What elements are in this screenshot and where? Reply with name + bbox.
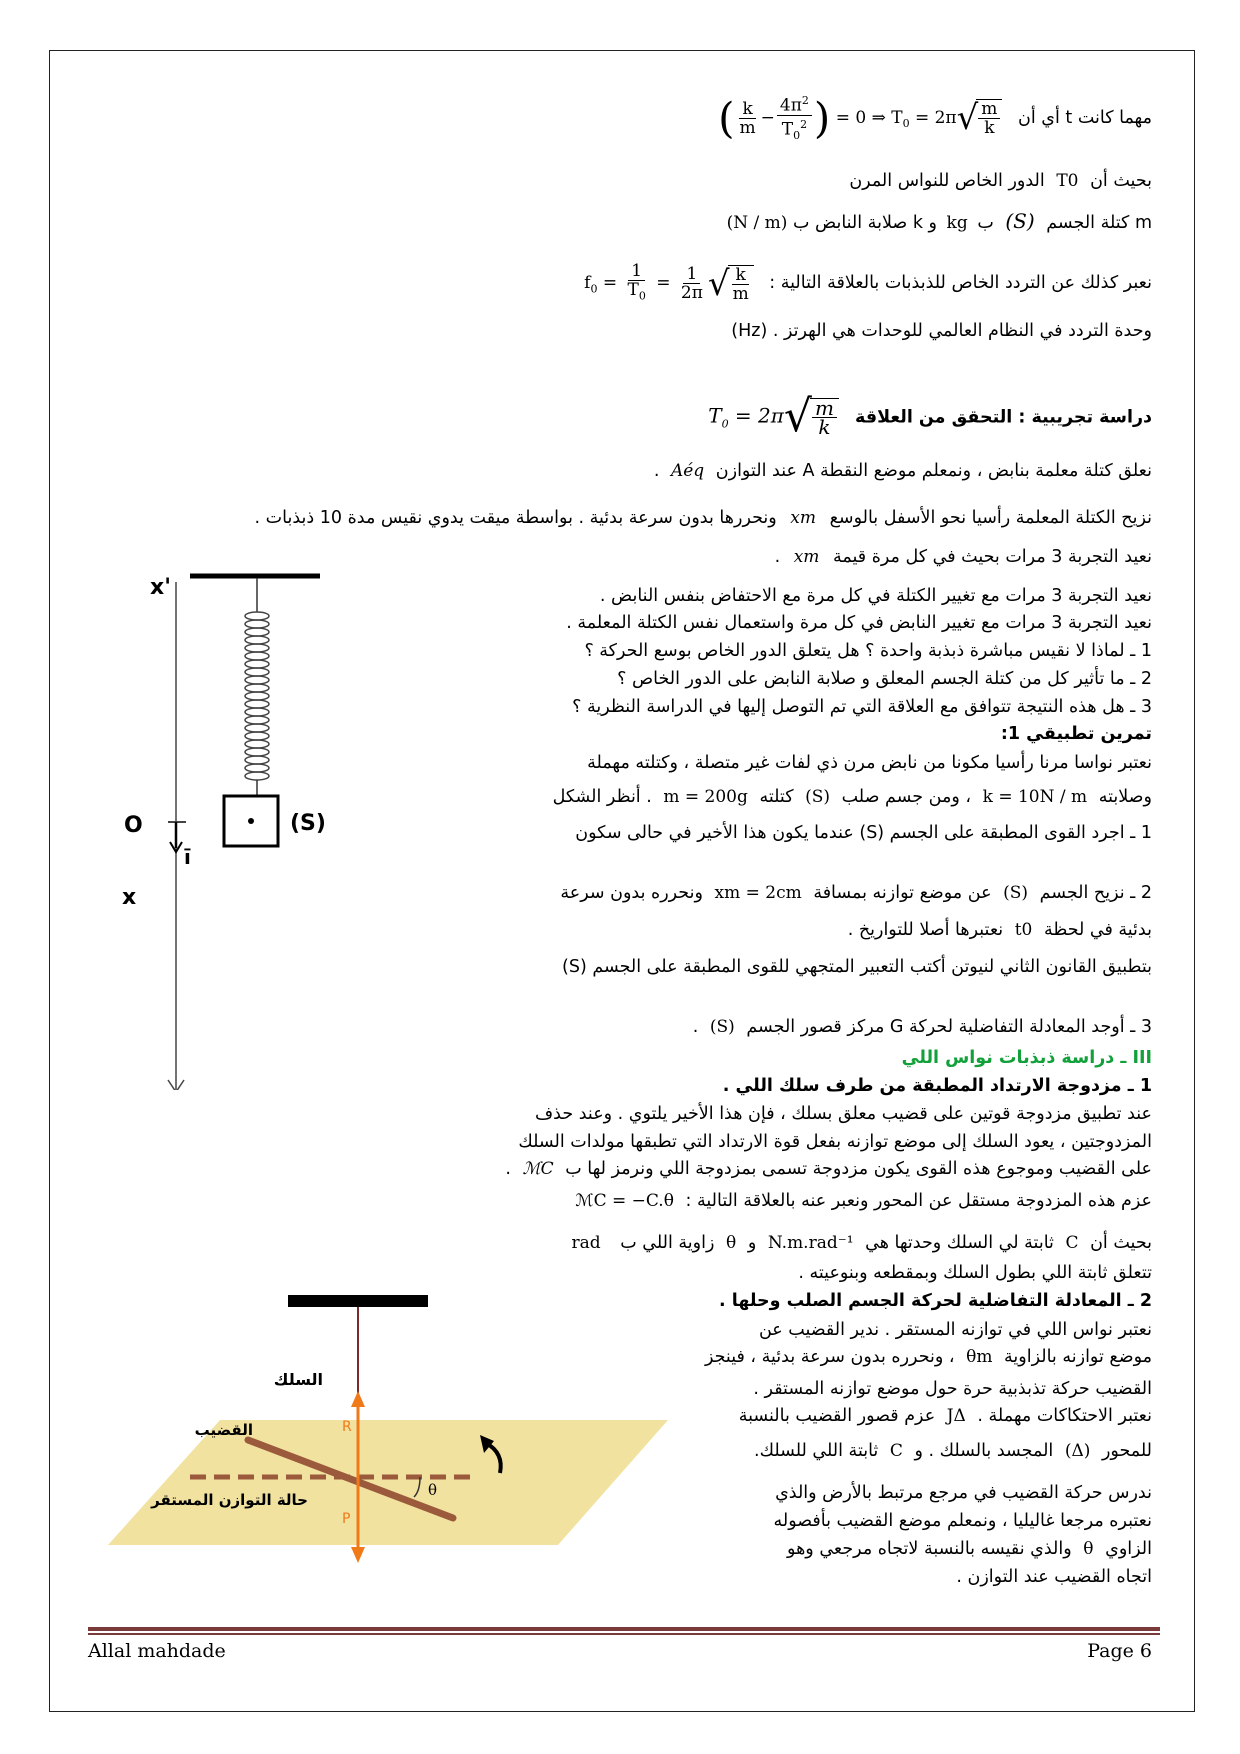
section-title-torsion: III ـ دراسة ذبذبات نواس اللي (901, 1048, 1152, 1068)
label-x: x (122, 885, 137, 910)
text: بحيث أن (1090, 171, 1152, 191)
value-displacement: xm = 2cm (714, 883, 802, 903)
text: ونحررها بدون سرعة بدئية . بواسطة ميقت يدوي نقيس مدة 10 ذبذبات . (254, 508, 777, 528)
horizontal-plane (108, 1420, 668, 1545)
symbol-S: (S) (1003, 883, 1029, 903)
label-P: P (342, 1511, 351, 1527)
line-experiment-1: نعلق كتلة معلمة بنابض ، ونمعلم موضع النقطة A عند التوازن Aéq . (653, 461, 1152, 481)
center-of-mass-dot (248, 818, 254, 824)
label-R: R (342, 1419, 352, 1435)
line-period-derivation (718, 92, 1152, 145)
text: عزم هذه المزدوجة مستقل عن المحور ونعبر عنه بالعلاقة التالية : (685, 1191, 1152, 1211)
footer-page-number: Page 6 (1087, 1640, 1152, 1662)
text: عن موضع توازنه بمسافة (813, 883, 992, 903)
text: نعبر كذلك عن التردد الخاص للذبذبات بالعلاقة التالية : (769, 273, 1152, 294)
text: و k صلابة النابض ب (792, 213, 937, 233)
text: وصلابته (1098, 787, 1152, 807)
symbol-theta-m: θm (966, 1347, 993, 1367)
symbol-S: (S) (805, 787, 831, 807)
text: عزم قصور القضيب بالنسبة (738, 1406, 936, 1426)
line-period-definition (849, 170, 1152, 192)
torsion-pendulum-figure (108, 1285, 668, 1585)
text: m كتلة الجسم (1046, 213, 1152, 233)
label-rod: القضيب (194, 1421, 253, 1439)
rod-line-8 (787, 1538, 1152, 1560)
unit-kg: kg (946, 213, 968, 233)
text: ثابتة لي السلك وحدتها هي (865, 1233, 1054, 1253)
footer-author: Allal mahdade (88, 1640, 226, 1662)
spring-coil (245, 612, 269, 780)
text: كتلته (759, 787, 794, 807)
formula-period-heading: $T_0 = 2\pi$ √ $\frac{m}{k}$ (708, 398, 839, 436)
text: موضع توازنه بالزاوية (1004, 1347, 1152, 1367)
unit-rad: rad (571, 1233, 601, 1253)
symbol-MC: ℳC (522, 1159, 554, 1179)
text: للمحور (1101, 1441, 1152, 1461)
rod-line-5 (754, 1440, 1152, 1462)
text: 3 ـ أوجد المعادلة التفاضلية لحركة G مركز قصور الجسم (746, 1017, 1152, 1037)
symbol-theta: θ (726, 1233, 737, 1253)
label-wire: السلك (273, 1370, 323, 1389)
text: نعيد التجربة 3 مرات بحيث في كل مرة قيمة (833, 547, 1152, 567)
rod-line-4 (739, 1405, 1152, 1427)
heading-text: دراسة تجريبية : التحقق من العلاقة (855, 407, 1152, 428)
line-experiment-2 (255, 507, 1152, 529)
text: المجسد بالسلك . و (914, 1441, 1054, 1461)
text: مهما كانت t أي أن (1017, 107, 1152, 128)
rod-line-1: نعتبر نواس اللي في توازنه المستقر . ندير القضيب عن (758, 1320, 1152, 1340)
torsion-line-3: على القضيب وموجوع هذه القوى يكون مزدوجة تسمى بمزدوجة اللي ونرمز لها ب ℳC . (505, 1159, 1152, 1179)
symbol-C: C (1065, 1233, 1079, 1253)
text: زاوية اللي ب (620, 1233, 715, 1253)
symbol-Aeq: Aéq (670, 461, 705, 481)
text: نعلق كتلة معلمة بنابض ، ونمعلم موضع النقطة A عند التوازن (715, 461, 1152, 481)
symbol-xm: xm (793, 547, 820, 567)
text: ثابتة اللي للسلك. (754, 1441, 879, 1461)
text: نعتبرها أصلا للتواريخ . (847, 920, 1004, 940)
rod-line-9: اتجاه القضيب عند التوازن . (956, 1567, 1152, 1587)
symbol-S: (S) (709, 1017, 735, 1037)
label-origin-O: O (124, 813, 143, 838)
text: والذي نقيسه بالنسبة لاتجاه مرجعي وهو (787, 1539, 1072, 1559)
rod-line-7: نعتبره مرجعا غاليليا ، ونمعلم موضع القضيب بأفصوله (773, 1511, 1152, 1531)
rod-line-3: القضيب حركة تذبذبية حرة حول موضع توازنه المستقر . (753, 1379, 1152, 1399)
symbol-t0: t0 (1014, 920, 1033, 940)
text: نعتبر الاحتكاكات مهملة . (977, 1406, 1152, 1426)
value-mass: m = 200g (663, 787, 748, 807)
exercise-line-6: بتطبيق القانون الثاني لنيوتن أكتب التعبير المتجهي للقوى المطبقة على الجسم (S) (562, 957, 1152, 977)
question-1: 1 ـ لماذا لا نقيس مباشرة ذبذبة واحدة ؟ هل يتعلق الدور الخاص بوسع الحركة ؟ (584, 641, 1152, 661)
rod-line-2 (705, 1346, 1152, 1368)
vector-P-head (351, 1547, 365, 1563)
subsection-title-1: 1 ـ مزدوجة الارتداد المطبقة من طرف سلك اللي . (722, 1076, 1152, 1096)
exercise-line-1: نعتبر نواسا مرنا رأسيا مكونا من نابض مرن ذي لفات غير متصلة ، وكتلته مهملة (587, 753, 1152, 773)
formula-period-condition: ( $\frac{k}{m}$ − $\frac{4\pi^2}{T_0^2}$ ) = 0 ⇒ $T_0 = 2\pi$ √ $\frac{m}{k}$ (718, 92, 1002, 145)
label-equilibrium: حالة التوازن المستقر (151, 1491, 308, 1509)
label-x-prime: x' (150, 575, 171, 600)
line-frequency (584, 262, 1152, 305)
text: الزاوي (1105, 1539, 1152, 1559)
rod-line-6: ندرس حركة القضيب في مرجع مرتبط بالأرض والذي (775, 1483, 1152, 1503)
symbol-delta: (Δ) (1064, 1441, 1091, 1461)
exercise-line-4 (560, 882, 1152, 904)
text: 2 ـ نزيح الجسم (1039, 883, 1152, 903)
subsection-title-2: 2 ـ المعادلة التفاضلية لحركة الجسم الصلب وحلها . (719, 1291, 1152, 1311)
torsion-line-1: عند تطبيق مزدوجة قوتين على قضيب معلق بسلك ، فإن هذا الأخير يلتوي . وعند حذف (535, 1104, 1152, 1124)
line-experiment-4: نعيد التجربة 3 مرات مع تغيير الكتلة في كل مرة مع الاحتفاض بنفس النابض . (599, 586, 1152, 606)
symbol-theta: θ (1083, 1539, 1094, 1559)
footer-rule-thin (88, 1633, 1160, 1635)
torsion-line-4 (569, 1190, 1152, 1212)
text: ، ومن جسم صلب (841, 787, 972, 807)
text: بحيث أن (1090, 1233, 1152, 1253)
unit-N-per-m: (N / m) (726, 213, 788, 233)
exercise-line-5 (848, 919, 1152, 941)
question-2: 2 ـ ما تأثير كل من كتلة الجسم المعلق و صلابة النابض على الدور الخاص ؟ (617, 669, 1152, 689)
symbol-S: (S) (1005, 209, 1035, 233)
symbol-T0: T0 (1056, 171, 1079, 191)
question-3: 3 ـ هل هذه النتيجة تتوافق مع العلاقة التي تم التوصل إليها في الدراسة النظرية ؟ (572, 697, 1152, 717)
formula-torque: ℳC = −C.θ (575, 1191, 674, 1211)
line-frequency-unit (731, 320, 1152, 342)
torsion-line-5 (558, 1232, 1153, 1254)
label-unit-vector: ī (184, 845, 191, 869)
text: بدئية في لحظة (1043, 920, 1152, 940)
text: الدور الخاص للنواس المرن (849, 171, 1045, 191)
exercise-title: تمرين تطبيقي 1: (1000, 724, 1152, 744)
text: ونحرره بدون سرعة (560, 883, 703, 903)
spring-oscillator-figure (110, 560, 370, 1090)
text: وحدة التردد في النظام العالمي للوحدات هي الهرتز . (Hz) (731, 321, 1152, 341)
label-S: (S) (290, 811, 326, 836)
line-experiment-3: نعيد التجربة 3 مرات بحيث في كل مرة قيمة xm . (774, 547, 1152, 567)
text: ، ونحرره بدون سرعة بدئية ، فينجز (704, 1347, 955, 1367)
symbol-C: C (889, 1441, 903, 1461)
heading-experimental-study (708, 391, 1152, 442)
torsion-line-6: تتعلق ثابتة اللي بطول السلك وبمقطعه وبنوعيته . (798, 1263, 1152, 1283)
symbol-J-delta: JΔ (946, 1406, 966, 1426)
footer-rule-thick (88, 1627, 1160, 1631)
unit-Nm-rad: N.m.rad⁻¹ (767, 1233, 854, 1253)
value-stiffness: k = 10N / m (982, 787, 1088, 807)
vector-R-head (351, 1391, 365, 1407)
text: . (692, 1017, 699, 1037)
exercise-line-7 (693, 1016, 1152, 1038)
text: ب (977, 213, 994, 233)
exercise-line-3: 1 ـ اجرد القوى المطبقة على الجسم (S) عندما يكون هذا الأخير في حالى سكون (575, 823, 1152, 843)
torsion-line-2: المزدوجتين ، يعود السلك إلى موضع توازنه بفعل قوة الارتداد التي تطبقها مولدات السلك (518, 1132, 1152, 1152)
symbol-xm: xm (790, 508, 817, 528)
formula-frequency: $f_0$ = $\frac{1}{T_0}$ = $\frac{1}{2\pi}$ √ $\frac{k}{m}$ (584, 262, 754, 305)
text: . أنظر الشكل (552, 787, 652, 807)
exercise-line-2 (553, 786, 1152, 808)
text: على القضيب وموجوع هذه القوى يكون مزدوجة تسمى بمزدوجة اللي ونرمز لها ب (565, 1159, 1152, 1179)
label-theta: θ (428, 1481, 438, 1499)
text: و (747, 1233, 757, 1253)
line-mass-stiffness (727, 210, 1152, 234)
line-experiment-5: نعيد التجربة 3 مرات مع تغيير النابض في كل مرة واستعمال نفس الكتلة المعلمة . (566, 613, 1152, 633)
text: نزيح الكتلة المعلمة رأسيا نحو الأسفل بالوسع (829, 508, 1152, 528)
